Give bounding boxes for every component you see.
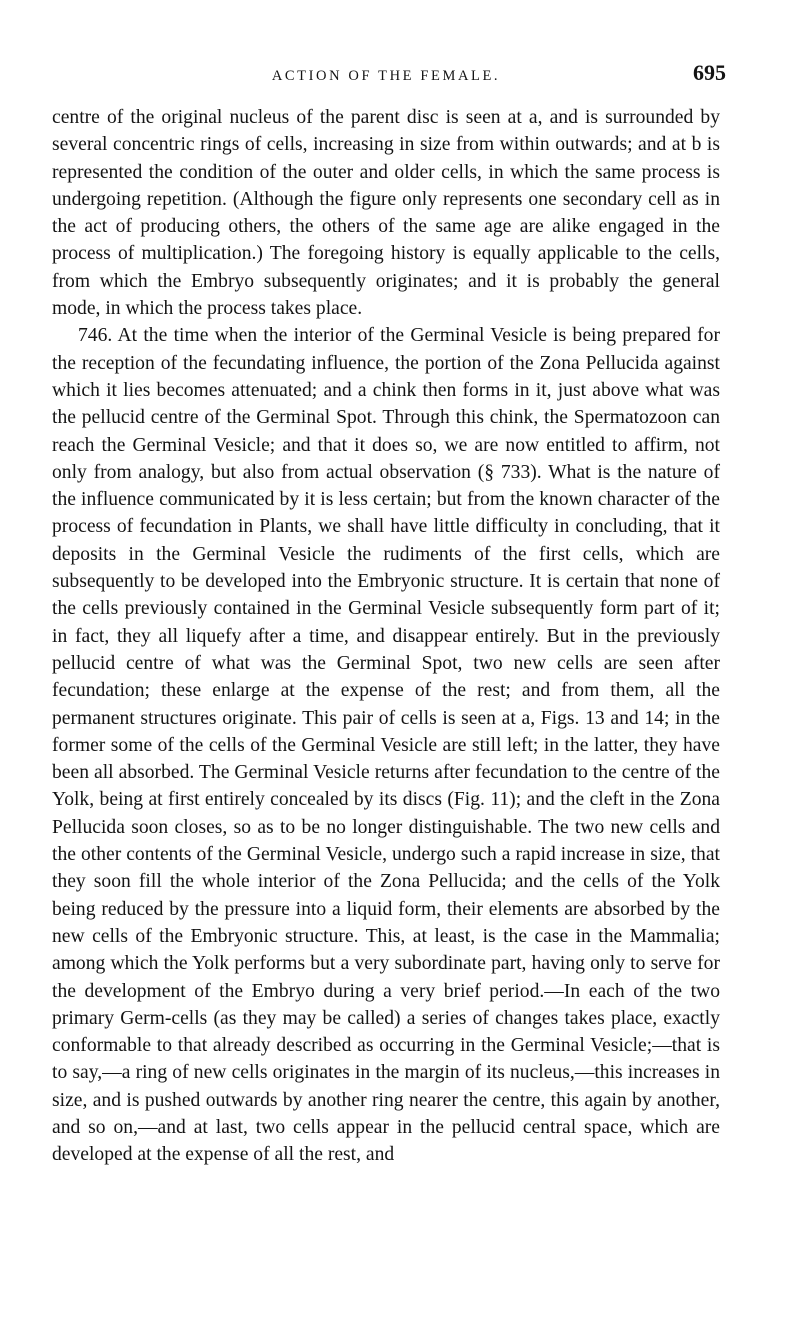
page-number: 695 xyxy=(693,60,726,85)
body-text xyxy=(52,104,720,1169)
paragraph-746: 746. At the time when the interior of the Germinal Vesicle is being prepared for the reception of the fecundating influence, the portion of the Zona Pellucida against which it lies becomes attenuated; and a chink then forms in it, just above what was the pellucid centre of the Germinal Spot. Through this chink, the Spermatozoon can reach the Germinal Vesicle; and that it does so, we are now entitled to affirm, not only from analogy, but also from actual observation (§ 733). What is the nature of the influence communicated by it is less certain; but from the known character of the process of fecundation in Plants, we shall have little difficulty in concluding, that it deposits in the Germinal Vesicle the rudiments of the first cells, which are subsequently to be developed into the Embryonic structure. It is certain that none of the cells previously contained in the Germinal Vesicle subsequently form part of it; in fact, they all liquefy after a time, and disappear entirely. But in the previously pellucid centre of what was the Germinal Spot, two new cells are seen after fecundation; these enlarge at the expense of the rest; and from them, all the permanent structures originate. This pair of cells is seen at a, Figs. 13 and 14; in the former some of the cells of the Germinal Vesicle are still left; in the latter, they have been all absorbed. The Germinal Vesicle returns after fecundation to the centre of the Yolk, being at first entirely concealed by its discs (Fig. 11); and the cleft in the Zona Pellucida soon closes, so as to be no longer distinguishable. The two new cells and the other contents of the Germinal Vesicle, undergo such a rapid increase in size, that they soon fill the whole interior of the Zona Pellucida; and the cells of the Yolk being reduced by the pressure into a liquid form, their elements are absorbed by the new cells of the Embryonic structure. This, at least, is the case in the Mammalia; among which the Yolk performs but a very subordinate part, having only to serve for the development of the Embryo during a very brief period.—In each of the two primary Germ-cells (as they may be called) a series of changes takes place, exactly conformable to that already described as occurring in the Germinal Vesicle;—that is to say,—a ring of new cells originates in the margin of its nucleus,—this increases in size, and is pushed outwards by another ring nearer the centre, this again by another, and so on,—and at last, two cells appear in the pellucid central space, which are developed at the expense of all the rest, and xyxy=(52,325,720,1166)
running-head xyxy=(52,60,726,94)
running-title: ACTION OF THE FEMALE. xyxy=(271,68,501,84)
book-page xyxy=(52,60,726,1169)
paragraph-continuation: centre of the original nucleus of the parent disc is seen at a, and is surrounded by several concentric rings of cells, increasing in size from within outwards; and at b is represented the condition of the outer and older cells, in which the same process is undergoing repetition. (Although the figure only represents one secondary cell as in the act of producing others, the others of the same age are alike engaged in the process of multiplication.) The foregoing history is equally applicable to the cells, from which the Embryo subsequently originates; and it is probably the general mode, in which the process takes place. xyxy=(52,107,720,320)
